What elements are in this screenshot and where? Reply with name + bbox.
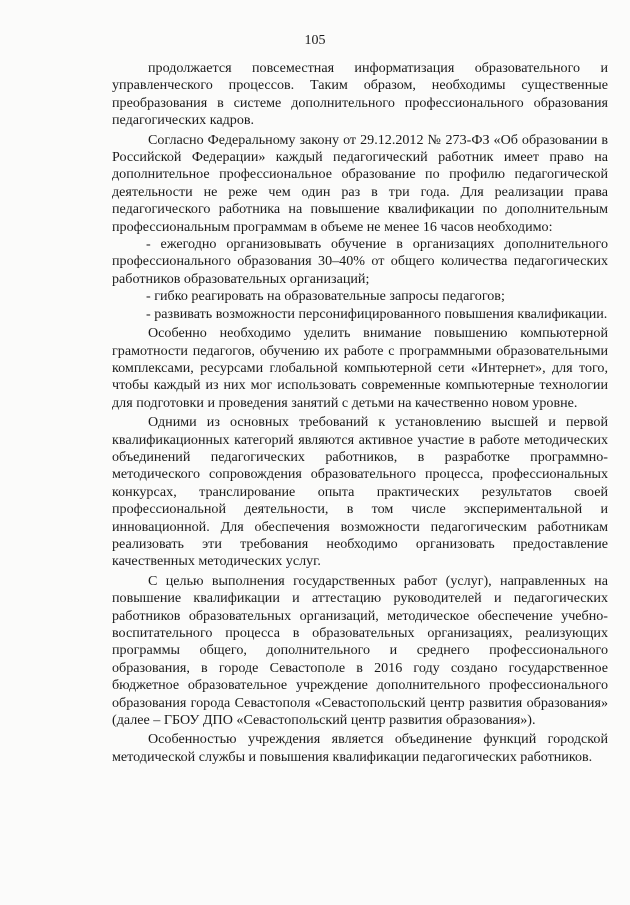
list-item-flexible-response: - гибко реагировать на образовательные запросы педагогов; bbox=[146, 288, 505, 305]
list-item-annual-training: - ежегодно организовывать обучение в организациях дополнительного профессионального образования 30–40% от общего количества педагогических работников образовательных организаций; bbox=[112, 236, 608, 287]
list-item-personalized-training: - развивать возможности персонифицированного повышения квалификации. bbox=[146, 305, 608, 322]
document-body bbox=[112, 60, 608, 766]
paragraph-informatization: продолжается повсеместная информатизация образовательного и управленческого процессов. Таким образом, необходимы существенные преобразования в системе дополнительного профессионального образования педагогических кадров. bbox=[112, 60, 608, 129]
paragraph-computer-literacy: Особенно необходимо уделить внимание повышению компьютерной грамотности педагогов, обучению их работе с программными образовательными комплексами, ресурсами глобальной компьютерной сети «Интернет», для того, чтобы каждый из них мог использовать современные компьютерные технологии для подготовки и проведения занятий с детьми на качественно новом уровне. bbox=[112, 325, 608, 411]
paragraph-institution-feature: Особенностью учреждения является объединение функций городской методической службы и повышения квалификации педагогических работников. bbox=[112, 731, 608, 765]
page-number: 105 bbox=[304, 33, 326, 48]
paragraph-qualification-requirements: Одними из основных требований к установлению высшей и первой квалификационных категорий являются активное участие в работе методических объединений педагогических работников, в разработке программно-методического сопровождения образовательного процесса, профессиональных конкурсах, транслирование опыта практических результатов своей профессиональной деятельности, в том числе экспериментальной и инновационной. Для обеспечения возможности педагогическим работникам реализовать эти требования необходимо организовать предоставление качественных методических услуг. bbox=[112, 414, 608, 570]
paragraph-center-creation: С целью выполнения государственных работ (услуг), направленных на повышение квалификации и аттестацию руководителей и педагогических работников образовательных организаций, методическое обеспечение учебно-воспитательного процесса в образовательных организациях, реализующих программы общего, дополнительного и среднего профессионального образования, в городе Севастополе в 2016 году создано государственное бюджетное образовательное учреждение дополнительного профессионального образования города Севастополя «Севастопольский центр развития образования» (далее – ГБОУ ДПО «Севастопольский центр развития образования»). bbox=[112, 572, 608, 729]
paragraph-federal-law: Согласно Федеральному закону от 29.12.2012 № 273-ФЗ «Об образовании в Российской Федерации» каждый педагогический работник имеет право на дополнительное профессиональное образование по профилю педагогической деятельности не реже чем один раз в три года. Для реализации права педагогического работника на повышение квалификации по дополнительным профессиональным программам в объеме не менее 16 часов необходимо: bbox=[112, 131, 608, 235]
